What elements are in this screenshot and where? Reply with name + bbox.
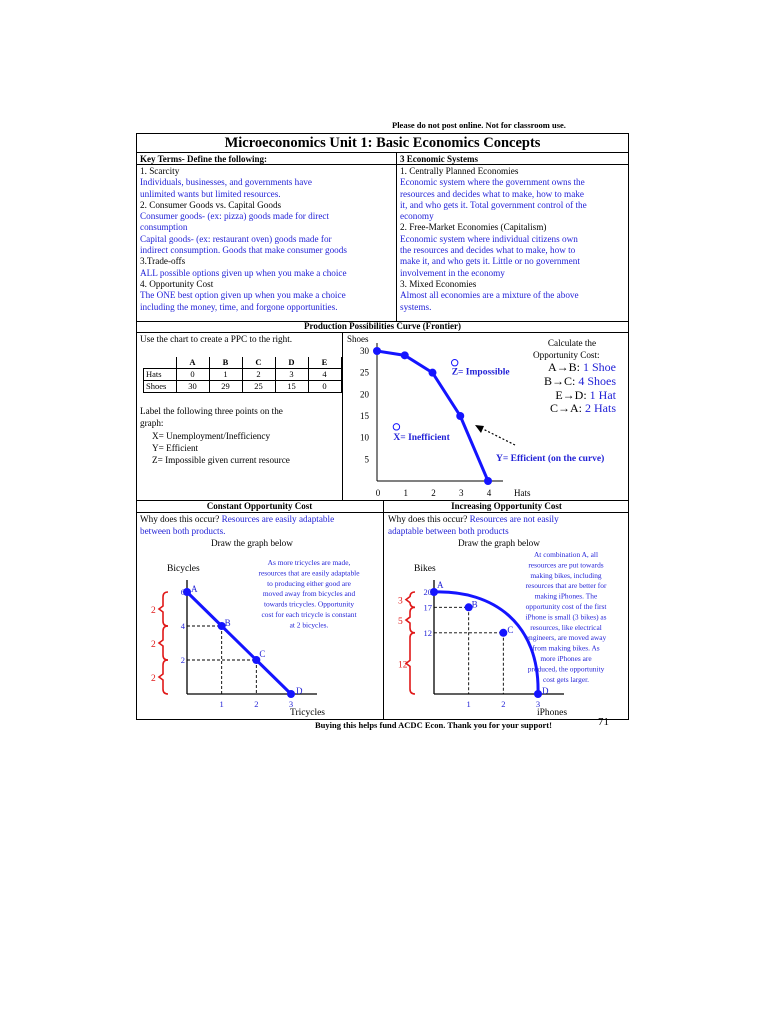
key-terms-heading: Key Terms- Define the following: bbox=[140, 154, 267, 164]
bracket bbox=[159, 592, 168, 626]
point-x-label: X= Inefficient bbox=[393, 432, 450, 443]
ppc-point bbox=[373, 347, 381, 355]
key-term-line: ALL possible options given up when you make a choice bbox=[140, 267, 347, 278]
economic-system-line: economy bbox=[400, 211, 434, 222]
y-axis-label: Bikes bbox=[414, 564, 436, 574]
constant-cost-chart bbox=[137, 548, 382, 718]
explanation-line: moved away from bicycles and bbox=[262, 589, 356, 599]
economic-system-line: 3. Mixed Economies bbox=[400, 278, 477, 289]
ppc-instruction: Use the chart to create a PPC to the right. bbox=[140, 334, 293, 344]
key-term-line: 1. Scarcity bbox=[140, 166, 180, 176]
table-header-cell: A bbox=[176, 357, 209, 369]
x-axis-label: Tricycles bbox=[290, 708, 326, 718]
table-cell: 0 bbox=[176, 369, 209, 381]
point-definition: Y= Efficient bbox=[152, 443, 199, 453]
opp-cost-list bbox=[538, 361, 616, 416]
economic-system-line: 1. Centrally Planned Economies bbox=[400, 166, 519, 176]
label-instruction-line: graph: bbox=[140, 418, 164, 428]
point-label: D bbox=[296, 686, 303, 696]
x-tick-label: 1 bbox=[219, 699, 224, 709]
ppc-point bbox=[401, 351, 409, 359]
table-cell: 4 bbox=[308, 369, 341, 381]
x-tick-label: 0 bbox=[375, 488, 381, 498]
table-cell: 29 bbox=[209, 381, 242, 393]
increasing-cost-question bbox=[388, 514, 559, 525]
key-term-line: including the money, time, and forgone opportunities. bbox=[140, 301, 338, 312]
point-definition: X= Unemployment/Inefficiency bbox=[152, 431, 271, 441]
bracket bbox=[406, 592, 415, 607]
y-tick-label: 25 bbox=[360, 367, 369, 378]
point-label: C bbox=[259, 649, 266, 659]
x-tick-label: 2 bbox=[501, 699, 506, 709]
economic-system-line: the resources and decides what to make, how to bbox=[400, 245, 576, 256]
key-term-line: Individuals, businesses, and governments have bbox=[140, 177, 312, 188]
y-tick-label: 20 bbox=[360, 389, 369, 400]
ppc-heading: Production Possibilities Curve (Frontier) bbox=[304, 321, 461, 331]
x-axis-label: Hats bbox=[514, 488, 531, 498]
bracket-label: 2 bbox=[151, 674, 156, 684]
opp-cost-value: 1 Hat bbox=[589, 387, 616, 402]
economic-system-line: it, and who gets it. Total government control of the bbox=[400, 199, 587, 210]
x-tick-label: 4 bbox=[486, 488, 492, 498]
explanation-line: at 2 bicycles. bbox=[289, 620, 329, 630]
x-tick-label: 3 bbox=[535, 699, 541, 709]
y-tick-label: 17 bbox=[423, 602, 432, 613]
economic-system-line: make it, and who gets it. Little or no government bbox=[400, 256, 580, 267]
top-column-divider bbox=[396, 153, 397, 321]
point-x-marker bbox=[393, 424, 399, 430]
x-tick-label: 3 bbox=[288, 699, 294, 709]
key-term-line: The ONE best option given up when you make a choice bbox=[140, 290, 346, 301]
economic-system-line: involvement in the economy bbox=[400, 267, 505, 278]
explanation-line: towards tricycles. Opportunity bbox=[263, 599, 355, 609]
economic-system-line: Economic system where the government owns the bbox=[400, 177, 585, 188]
key-term-line: consumption bbox=[140, 222, 188, 233]
table-cell: 1 bbox=[209, 369, 242, 381]
explanation-line: more iPhones are bbox=[540, 654, 592, 663]
y-tick-label: 15 bbox=[360, 411, 369, 421]
ppc-point bbox=[534, 690, 542, 698]
explanation-line: from making bikes. As bbox=[532, 643, 600, 653]
table-corner-cell bbox=[144, 357, 177, 369]
opp-cost-item bbox=[538, 389, 616, 403]
point-label: B bbox=[224, 618, 231, 628]
explanation-line: engineers, are moved away bbox=[525, 633, 607, 643]
bracket-label: 5 bbox=[398, 617, 403, 628]
explanation-line: resources that are better for bbox=[525, 581, 607, 591]
key-term-line: Consumer goods- (ex: pizza) goods made for direct bbox=[140, 211, 330, 222]
x-axis-label: iPhones bbox=[537, 708, 568, 718]
question-answer: Resources are not easily bbox=[469, 514, 559, 524]
point-label: C bbox=[507, 624, 514, 635]
explanation-line: produced, the opportunity bbox=[527, 664, 605, 674]
increasing-cost-chart bbox=[384, 548, 629, 718]
y-axis-label: Shoes bbox=[347, 334, 369, 344]
explanation-line: making bikes, including bbox=[530, 570, 602, 580]
explanation-line: As more tricycles are made, bbox=[267, 558, 351, 567]
key-term-line: 3.Trade-offs bbox=[140, 256, 186, 267]
point-z-marker bbox=[452, 360, 458, 366]
table-cell: 15 bbox=[275, 381, 308, 393]
key-term-line: unlimited wants but limited resources. bbox=[140, 188, 281, 199]
explanation-line: to producing either good are bbox=[267, 578, 351, 588]
label-instruction-line: Label the following three points on the bbox=[140, 406, 283, 416]
x-tick-label: 2 bbox=[254, 699, 259, 709]
economic-system-line: resources and decides what to make, how to make bbox=[400, 188, 584, 199]
economic-system-line: systems. bbox=[400, 301, 432, 312]
table-row bbox=[144, 381, 342, 393]
constant-cost-answer-line: between both products. bbox=[140, 526, 226, 536]
footer-message: Buying this helps fund ACDC Econ. Thank you for your support! bbox=[315, 720, 552, 730]
constant-draw-instruction: Draw the graph below bbox=[211, 538, 293, 548]
worksheet-title: Microeconomics Unit 1: Basic Economics Concepts bbox=[136, 133, 629, 153]
point-label: B bbox=[471, 599, 478, 610]
table-cell: 30 bbox=[176, 381, 209, 393]
explanation-line: At combination A, all bbox=[533, 550, 599, 559]
key-terms-list bbox=[140, 166, 347, 313]
economic-systems-list bbox=[400, 166, 587, 313]
table-cell: 25 bbox=[242, 381, 275, 393]
opp-cost-value: 1 Shoe bbox=[583, 360, 616, 374]
opp-cost-heading-line: Opportunity Cost: bbox=[533, 350, 600, 360]
bracket bbox=[159, 626, 168, 660]
explanation-line: resources that are easily adaptable bbox=[258, 568, 360, 578]
explanation-line: cost gets larger. bbox=[542, 674, 590, 684]
ppc-point bbox=[287, 690, 295, 698]
y-tick-label: 2 bbox=[180, 655, 185, 665]
opp-cost-value: 4 Shoes bbox=[578, 373, 616, 388]
opp-cost-label: A→B: bbox=[547, 360, 583, 374]
opp-cost-label: E→D: bbox=[555, 387, 590, 402]
table-cell: 3 bbox=[275, 369, 308, 381]
question-prefix: Why does this occur? bbox=[140, 514, 222, 524]
economic-system-line: 2. Free-Market Economies (Capitalism) bbox=[400, 222, 547, 233]
constant-cost-heading: Constant Opportunity Cost bbox=[206, 501, 313, 511]
key-term-line: 2. Consumer Goods vs. Capital Goods bbox=[140, 199, 282, 210]
opp-cost-label: B→C: bbox=[543, 373, 579, 388]
point-label: D bbox=[542, 686, 549, 696]
question-answer: Resources are easily adaptable bbox=[221, 514, 335, 524]
point-z-label: Z= Impossible bbox=[451, 367, 510, 378]
bracket-label: 2 bbox=[151, 606, 156, 616]
ppc-point bbox=[499, 629, 507, 637]
economic-system-line: Almost all economies are a mixture of the above bbox=[400, 290, 579, 301]
x-tick-label: 3 bbox=[459, 488, 464, 498]
point-label: A bbox=[191, 584, 198, 594]
explanation-line: opportunity cost of the first bbox=[525, 602, 607, 611]
point-label: A bbox=[437, 580, 444, 590]
key-term-line: 4. Opportunity Cost bbox=[140, 278, 214, 289]
increasing-cost-answer-line: adaptable between both products bbox=[388, 526, 509, 536]
no-post-notice: Please do not post online. Not for classroom use. bbox=[392, 120, 566, 130]
header-row-divider bbox=[136, 164, 629, 165]
table-row-label: Shoes bbox=[144, 381, 177, 393]
bracket-label: 12 bbox=[398, 660, 408, 671]
bracket bbox=[406, 607, 415, 633]
y-tick-label: 20 bbox=[423, 587, 432, 597]
explanation-line: iPhone is small (3 bikes) as bbox=[525, 612, 607, 622]
opp-cost-heading-line: Calculate the bbox=[547, 338, 597, 348]
efficient-pointer bbox=[483, 429, 515, 445]
bracket-label: 3 bbox=[398, 596, 403, 607]
y-tick-label: 6 bbox=[180, 587, 185, 597]
key-term-line: indirect consumption. Goods that make consumer goods bbox=[140, 245, 347, 256]
increasing-draw-instruction: Draw the graph below bbox=[458, 538, 540, 548]
table-cell: 2 bbox=[242, 369, 275, 381]
y-axis-label: Bicycles bbox=[167, 564, 200, 574]
table-header-cell: C bbox=[242, 357, 275, 369]
y-tick-label: 4 bbox=[180, 621, 185, 631]
economic-system-line: Economic system where individual citizens own bbox=[400, 233, 578, 244]
point-y-label: Y= Efficient (on the curve) bbox=[496, 454, 605, 464]
ppc-data-table bbox=[143, 357, 342, 393]
opp-cost-value: 2 Hats bbox=[585, 401, 616, 416]
point-definition: Z= Impossible given current resource bbox=[152, 455, 290, 465]
table-header-cell: B bbox=[209, 357, 242, 369]
table-row-label: Hats bbox=[144, 369, 177, 381]
y-tick-label: 10 bbox=[360, 432, 369, 443]
explanation-line: resources are put towards bbox=[528, 560, 604, 570]
economic-systems-heading: 3 Economic Systems bbox=[400, 154, 478, 164]
ppc-point bbox=[484, 477, 492, 485]
x-tick-label: 1 bbox=[466, 699, 471, 709]
x-tick-label: 2 bbox=[431, 488, 436, 498]
opp-cost-item bbox=[538, 361, 616, 375]
efficient-arrowhead bbox=[475, 425, 484, 433]
table-header-cell: E bbox=[308, 357, 341, 369]
y-tick-label: 5 bbox=[364, 454, 369, 465]
question-prefix: Why does this occur? bbox=[388, 514, 470, 524]
explanation-line: cost for each tricycle is constant bbox=[261, 610, 357, 619]
y-tick-label: 12 bbox=[423, 627, 432, 638]
bracket bbox=[159, 660, 168, 694]
key-term-line: Capital goods- (ex: restaurant oven) goods made for bbox=[140, 233, 332, 244]
increasing-cost-heading: Increasing Opportunity Cost bbox=[451, 501, 562, 511]
opp-cost-label: C→A: bbox=[549, 401, 585, 416]
ppc-point bbox=[456, 412, 464, 420]
bracket-label: 2 bbox=[151, 640, 156, 650]
explanation-line: making iPhones. The bbox=[534, 591, 598, 601]
ppc-point bbox=[429, 369, 437, 377]
opp-cost-item bbox=[538, 402, 616, 416]
page-number: 71 bbox=[598, 716, 609, 728]
opp-cost-item bbox=[538, 375, 616, 389]
table-row bbox=[144, 369, 342, 381]
constant-cost-question bbox=[140, 514, 334, 525]
x-tick-label: 1 bbox=[403, 488, 408, 498]
explanation-line: resources, like electrical bbox=[530, 622, 602, 632]
table-header-cell: D bbox=[275, 357, 308, 369]
table-cell: 0 bbox=[308, 381, 341, 393]
y-tick-label: 30 bbox=[360, 346, 369, 356]
